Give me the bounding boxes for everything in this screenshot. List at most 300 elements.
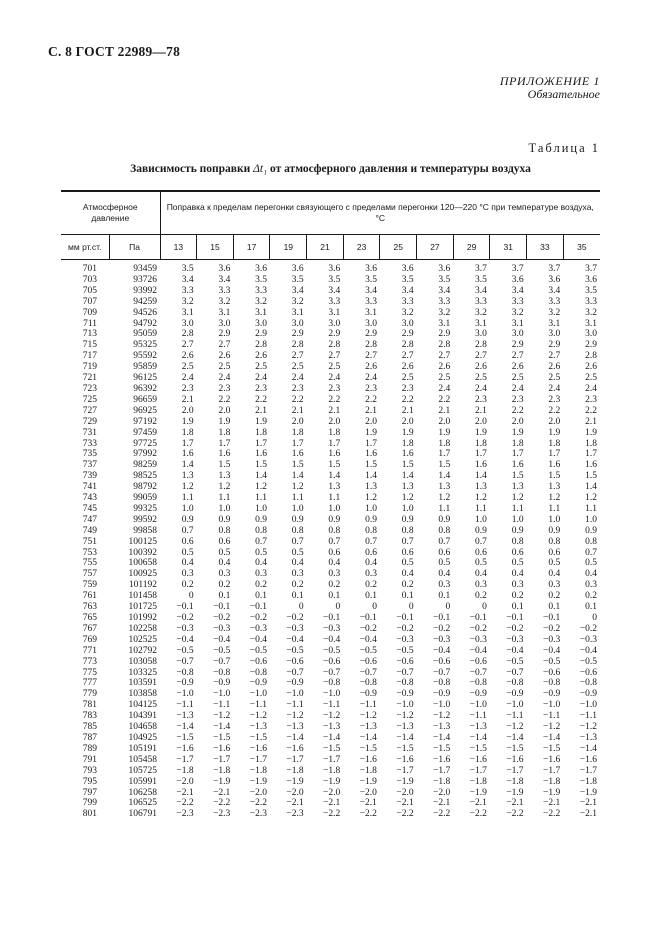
- pressure-mm-cell: 709: [82, 307, 97, 318]
- correction-cell: −1.2: [359, 711, 377, 722]
- correction-cell: 3.3: [548, 296, 561, 307]
- correction-cell: 1.2: [475, 493, 487, 504]
- correction-cell: −2.1: [579, 809, 597, 820]
- correction-cell: 2.0: [548, 416, 561, 427]
- correction-cell: 2.3: [181, 383, 194, 394]
- correction-cell: 2.3: [255, 383, 267, 394]
- correction-cell: 1.5: [548, 471, 561, 482]
- correction-cell: −0.7: [469, 667, 487, 678]
- correction-cell: 2.3: [548, 394, 561, 405]
- correction-cell: 1.1: [548, 503, 561, 514]
- pressure-mm-cell: 707: [82, 296, 97, 307]
- correction-cell: 0.9: [328, 514, 341, 525]
- pressure-mm-cell: 761: [82, 591, 97, 602]
- correction-cell: 3.1: [255, 307, 267, 318]
- correction-cell: 0.5: [585, 558, 597, 569]
- correction-cell: 3.4: [511, 285, 524, 296]
- correction-cell: −1.8: [579, 776, 597, 787]
- correction-cell: −1.3: [396, 722, 414, 733]
- correction-cell: 0.3: [291, 569, 304, 580]
- correction-cell: 2.2: [511, 405, 524, 416]
- correction-cell: 0.9: [255, 514, 267, 525]
- pressure-pa-cell: 98259: [133, 460, 157, 471]
- table-row: [61, 260, 600, 275]
- pressure-pa-cell: 103591: [128, 678, 157, 689]
- correction-cell: −2.1: [286, 798, 304, 809]
- correction-cell: 3.1: [511, 318, 524, 329]
- correction-cell: −0.5: [176, 645, 194, 656]
- correction-cell: 1.0: [291, 503, 304, 514]
- correction-cell: −0.1: [213, 602, 231, 613]
- correction-cell: −1.5: [213, 732, 231, 743]
- correction-cell: −1.8: [213, 765, 231, 776]
- table-row: [61, 286, 600, 297]
- correction-cell: 3.4: [328, 285, 341, 296]
- correction-cell: −1.9: [323, 776, 341, 787]
- correction-cell: −1.6: [359, 754, 377, 765]
- correction-cell: −0.6: [359, 656, 377, 667]
- correction-cell: 1.3: [511, 482, 524, 493]
- correction-cell: 0.3: [365, 569, 377, 580]
- correction-cell: 1.7: [475, 449, 487, 460]
- correction-cell: 1.4: [401, 471, 414, 482]
- correction-cell: 3.2: [475, 307, 487, 318]
- correction-cell: −1.1: [176, 700, 194, 711]
- pressure-mm-cell: 729: [82, 416, 97, 427]
- correction-cell: 3.0: [401, 318, 414, 329]
- correction-cell: 3.0: [511, 329, 524, 340]
- pressure-mm-cell: 739: [82, 471, 97, 482]
- correction-cell: 0.8: [511, 536, 524, 547]
- correction-cell: 3.7: [548, 264, 561, 274]
- correction-cell: 0.1: [255, 591, 267, 602]
- pressure-pa-cell: 101192: [128, 580, 157, 591]
- correction-cell: 1.6: [181, 449, 194, 460]
- correction-cell: 1.5: [328, 460, 341, 471]
- correction-cell: 3.0: [291, 318, 304, 329]
- correction-cell: 1.7: [585, 449, 597, 460]
- temp-header: 17: [233, 235, 270, 260]
- correction-cell: 3.1: [548, 318, 561, 329]
- correction-cell: 1.0: [365, 503, 377, 514]
- caption-symbol: Δt₁: [253, 163, 268, 175]
- correction-cell: 1.1: [585, 503, 597, 514]
- pressure-mm-cell: 711: [83, 318, 97, 329]
- pressure-mm-cell: 789: [82, 743, 97, 754]
- correction-cell: −1.2: [542, 722, 561, 733]
- correction-cell: 3.6: [585, 274, 597, 285]
- correction-cell: 1.8: [255, 427, 267, 438]
- correction-cell: 2.7: [218, 340, 231, 351]
- correction-cell: −1.4: [506, 732, 524, 743]
- correction-cell: −0.2: [506, 623, 524, 634]
- correction-cell: −0.1: [542, 613, 561, 623]
- correction-cell: −1.5: [176, 732, 194, 743]
- correction-cell: 0.6: [328, 547, 341, 558]
- table-row: [61, 569, 600, 580]
- correction-cell: −0.4: [506, 645, 524, 656]
- correction-cell: 2.4: [511, 383, 524, 394]
- correction-cell: −2.0: [359, 787, 377, 798]
- correction-cell: 2.7: [438, 351, 451, 362]
- correction-cell: −2.1: [506, 798, 524, 809]
- correction-cell: 0.8: [365, 525, 377, 536]
- correction-cell: −1.6: [433, 754, 451, 765]
- page-header: С. 8 ГОСТ 22989—78: [48, 44, 181, 59]
- correction-cell: 3.6: [365, 264, 377, 274]
- correction-cell: −0.1: [176, 602, 194, 613]
- table-row: [61, 733, 600, 744]
- correction-cell: −2.0: [323, 787, 341, 798]
- table-row: [61, 297, 600, 308]
- correction-cell: 2.9: [585, 340, 597, 351]
- correction-cell: 1.9: [218, 416, 231, 427]
- correction-cell: 0.5: [218, 547, 231, 558]
- correction-cell: −2.1: [469, 798, 487, 809]
- pressure-pa-cell: 94792: [133, 318, 157, 329]
- correction-cell: 0.6: [401, 547, 414, 558]
- correction-cell: −1.8: [542, 776, 561, 787]
- correction-cell: 2.4: [365, 373, 377, 384]
- correction-cell: 2.6: [218, 351, 231, 362]
- correction-cell: 3.1: [585, 318, 597, 329]
- correction-cell: 1.8: [475, 438, 487, 449]
- correction-cell: 0.3: [438, 580, 451, 591]
- correction-cell: 3.0: [181, 318, 194, 329]
- pressure-mm-cell: 795: [82, 776, 97, 787]
- correction-cell: −1.2: [286, 711, 304, 722]
- correction-cell: 2.4: [255, 373, 267, 384]
- pressure-pa-cell: 94526: [133, 307, 157, 318]
- pressure-pa-cell: 101458: [128, 591, 157, 602]
- correction-cell: −1.9: [579, 787, 597, 798]
- correction-cell: 3.1: [218, 307, 231, 318]
- table-row: [61, 526, 600, 537]
- correction-cell: 2.8: [401, 340, 414, 351]
- correction-cell: 3.5: [328, 274, 341, 285]
- correction-cell: 2.5: [438, 373, 451, 384]
- table-row: [61, 395, 600, 406]
- correction-cell: 0.3: [181, 569, 194, 580]
- correction-cell: −0.4: [433, 645, 451, 656]
- pressure-mm-cell: 771: [82, 645, 97, 656]
- correction-cell: −0.9: [396, 689, 414, 700]
- pressure-mm-cell: 743: [82, 493, 97, 504]
- correction-cell: 2.1: [585, 416, 597, 427]
- correction-cell: −1.2: [249, 711, 267, 722]
- correction-cell: 3.4: [365, 285, 377, 296]
- pressure-mm-cell: 769: [82, 634, 97, 645]
- correction-cell: 1.5: [438, 460, 451, 471]
- correction-cell: 0.3: [328, 569, 341, 580]
- correction-cell: −1.6: [506, 754, 524, 765]
- correction-cell: 1.7: [438, 449, 451, 460]
- correction-cell: 3.2: [255, 296, 267, 307]
- correction-cell: 1.0: [511, 514, 524, 525]
- correction-cell: 2.0: [181, 405, 194, 416]
- correction-cell: −0.3: [542, 634, 561, 645]
- correction-cell: 0.5: [548, 558, 561, 569]
- pressure-pa-cell: 99059: [133, 493, 157, 504]
- correction-cell: −0.7: [323, 667, 341, 678]
- correction-cell: 0.4: [438, 569, 451, 580]
- pressure-mm-cell: 725: [82, 394, 97, 405]
- table-row: [61, 766, 600, 777]
- correction-cell: 0.7: [401, 536, 414, 547]
- table-row: [61, 373, 600, 384]
- table-row: [61, 493, 600, 504]
- correction-cell: 1.5: [401, 460, 414, 471]
- correction-cell: 2.6: [475, 362, 487, 373]
- correction-cell: −0.9: [286, 678, 304, 689]
- table-row: [61, 308, 600, 319]
- pressure-mm-cell: 783: [82, 711, 97, 722]
- correction-cell: 1.7: [511, 449, 524, 460]
- correction-cell: 1.0: [181, 503, 194, 514]
- correction-cell: 3.4: [475, 285, 487, 296]
- correction-cell: 1.2: [438, 493, 451, 504]
- pressure-pa-cell: 96659: [133, 394, 157, 405]
- correction-cell: −1.6: [579, 754, 597, 765]
- correction-cell: 1.4: [181, 460, 194, 471]
- correction-cell: −1.2: [396, 711, 414, 722]
- correction-cell: −1.6: [176, 743, 194, 754]
- correction-cell: 1.8: [181, 427, 194, 438]
- correction-cell: 1.6: [255, 449, 267, 460]
- pressure-mm-cell: 713: [82, 329, 97, 340]
- correction-cell: −1.1: [249, 700, 267, 711]
- temp-header: 31: [490, 235, 527, 260]
- correction-cell: −0.8: [506, 678, 524, 689]
- correction-cell: 0.9: [511, 525, 524, 536]
- correction-cell: 0.4: [328, 558, 341, 569]
- pressure-mm-cell: 745: [82, 503, 97, 514]
- correction-cell: 1.6: [548, 460, 561, 471]
- correction-cell: 1.8: [218, 427, 231, 438]
- correction-cell: 2.3: [511, 394, 524, 405]
- correction-cell: 2.9: [328, 329, 341, 340]
- correction-cell: 0.2: [365, 580, 377, 591]
- pressure-pa-cell: 105725: [128, 765, 157, 776]
- table-row: [61, 668, 600, 679]
- correction-cell: −2.2: [323, 809, 341, 820]
- pressure-mm-cell: 767: [82, 623, 97, 634]
- temp-header: 25: [380, 235, 417, 260]
- correction-cell: 1.4: [365, 471, 377, 482]
- correction-cell: −0.2: [213, 613, 231, 623]
- correction-cell: −1.8: [359, 765, 377, 776]
- correction-cell: 2.1: [475, 405, 487, 416]
- correction-cell: 1.3: [475, 482, 487, 493]
- correction-cell: −1.8: [249, 765, 267, 776]
- table-row: [61, 515, 600, 526]
- correction-cell: 2.0: [365, 416, 377, 427]
- correction-cell: 0.6: [218, 536, 231, 547]
- pressure-mm-cell: 801: [82, 809, 97, 820]
- table-row: [61, 798, 600, 809]
- correction-cell: 1.8: [548, 438, 561, 449]
- correction-cell: −1.4: [213, 722, 231, 733]
- correction-cell: 3.5: [291, 274, 304, 285]
- correction-cell: −2.3: [176, 809, 194, 820]
- correction-cell: −1.3: [359, 722, 377, 733]
- correction-cell: 1.2: [291, 482, 304, 493]
- correction-cell: 0.4: [255, 558, 267, 569]
- correction-cell: −1.4: [433, 732, 451, 743]
- correction-cell: −1.0: [396, 700, 414, 711]
- correction-cell: 0.6: [475, 547, 487, 558]
- pressure-mm-cell: 727: [82, 405, 97, 416]
- correction-cell: 1.9: [585, 427, 597, 438]
- correction-cell: 0.6: [511, 547, 524, 558]
- correction-cell: −0.5: [579, 656, 597, 667]
- pressure-mm-cell: 741: [82, 482, 97, 493]
- correction-cell: −0.3: [433, 634, 451, 645]
- correction-cell: −0.4: [542, 645, 561, 656]
- correction-cell: 2.7: [548, 351, 561, 362]
- correction-cell: 0: [408, 602, 414, 613]
- correction-cell: −0.3: [579, 634, 597, 645]
- correction-cell: −1.7: [433, 765, 451, 776]
- correction-cell: 0.9: [401, 514, 414, 525]
- correction-cell: −1.0: [579, 700, 597, 711]
- correction-cell: −0.1: [433, 613, 451, 623]
- correction-cell: −1.0: [323, 689, 341, 700]
- correction-cell: 1.3: [365, 482, 377, 493]
- pressure-pa-cell: 95325: [133, 340, 157, 351]
- correction-cell: 0.2: [548, 591, 561, 602]
- pressure-mm-cell: 759: [82, 580, 97, 591]
- correction-cell: 1.2: [585, 493, 597, 504]
- correction-cell: −1.4: [542, 732, 561, 743]
- correction-cell: −1.3: [469, 722, 487, 733]
- table-subheader-row: [61, 235, 600, 260]
- correction-cell: 3.6: [438, 264, 451, 274]
- correction-cell: 1.8: [328, 427, 341, 438]
- correction-cell: −2.1: [213, 787, 231, 798]
- correction-cell: 3.1: [365, 307, 377, 318]
- pressure-pa-cell: 97459: [133, 427, 157, 438]
- correction-cell: 3.2: [181, 296, 194, 307]
- correction-cell: 0.8: [585, 536, 597, 547]
- correction-cell: −0.6: [469, 656, 487, 667]
- correction-cell: 1.6: [475, 460, 487, 471]
- correction-cell: 0.1: [401, 591, 414, 602]
- correction-cell: −0.1: [359, 613, 377, 623]
- correction-cell: −0.5: [542, 656, 561, 667]
- pressure-mm-cell: 701: [82, 264, 97, 274]
- correction-cell: 0.2: [255, 580, 267, 591]
- correction-cell: 0.5: [291, 547, 304, 558]
- correction-cell: −0.1: [249, 602, 267, 613]
- correction-cell: −0.9: [359, 689, 377, 700]
- correction-cell: 2.2: [218, 394, 231, 405]
- correction-cell: −0.3: [506, 634, 524, 645]
- correction-cell: 0.5: [511, 558, 524, 569]
- correction-cell: 0.8: [438, 525, 451, 536]
- pressure-pa-cell: 96925: [133, 405, 157, 416]
- correction-cell: 0.4: [291, 558, 304, 569]
- pressure-mm-cell: 765: [82, 613, 97, 623]
- correction-cell: −1.9: [286, 776, 304, 787]
- correction-cell: −1.7: [249, 754, 267, 765]
- pressure-mm-cell: 753: [82, 547, 97, 558]
- temp-header: 35: [563, 235, 600, 260]
- correction-cell: −0.4: [249, 634, 267, 645]
- correction-cell: −0.2: [396, 623, 414, 634]
- correction-cell: −1.1: [506, 711, 524, 722]
- correction-cell: 0.7: [365, 536, 377, 547]
- correction-cell: −1.8: [286, 765, 304, 776]
- correction-cell: −0.5: [359, 645, 377, 656]
- pressure-mm-cell: 799: [82, 798, 97, 809]
- correction-cell: 0.8: [328, 525, 341, 536]
- correction-cell: 3.2: [548, 307, 561, 318]
- correction-cell: −1.8: [176, 765, 194, 776]
- correction-cell: 2.9: [218, 329, 231, 340]
- correction-cell: 2.7: [401, 351, 414, 362]
- correction-cell: −1.7: [542, 765, 561, 776]
- correction-cell: −0.3: [213, 623, 231, 634]
- correction-cell: 0.7: [328, 536, 341, 547]
- correction-cell: 2.9: [255, 329, 267, 340]
- correction-cell: 1.1: [438, 503, 451, 514]
- correction-cell: 0.8: [218, 525, 231, 536]
- correction-cell: 0.4: [475, 569, 487, 580]
- correction-cell: −0.8: [542, 678, 561, 689]
- correction-cell: −1.5: [469, 743, 487, 754]
- pressure-pa-cell: 99592: [133, 514, 157, 525]
- correction-cell: −2.1: [579, 798, 597, 809]
- correction-cell: 0.9: [291, 514, 304, 525]
- correction-cell: 1.5: [255, 460, 267, 471]
- pressure-pa-cell: 98792: [133, 482, 157, 493]
- correction-cell: −0.7: [396, 667, 414, 678]
- table-row: [61, 460, 600, 471]
- correction-cell: −0.5: [396, 645, 414, 656]
- correction-cell: 3.3: [218, 285, 231, 296]
- correction-cell: 1.4: [475, 471, 487, 482]
- correction-cell: 2.8: [291, 340, 304, 351]
- pressure-pa-cell: 102258: [128, 623, 157, 634]
- correction-cell: 0.7: [181, 525, 194, 536]
- correction-cell: 2.6: [365, 362, 377, 373]
- correction-cell: 2.8: [585, 351, 597, 362]
- correction-cell: 0: [372, 602, 377, 613]
- correction-cell: −1.4: [286, 732, 304, 743]
- correction-cell: 0.3: [585, 580, 597, 591]
- pressure-pa-cell: 93459: [133, 264, 157, 274]
- table-row: [61, 449, 600, 460]
- correction-cell: 0.3: [218, 569, 231, 580]
- temp-header: 21: [307, 235, 344, 260]
- correction-cell: −1.1: [286, 700, 304, 711]
- correction-cell: −0.8: [213, 667, 231, 678]
- correction-cell: 3.2: [511, 307, 524, 318]
- correction-cell: 2.4: [548, 383, 561, 394]
- correction-cell: 1.8: [511, 438, 524, 449]
- correction-cell: −1.1: [323, 700, 341, 711]
- table-row: [61, 657, 600, 668]
- correction-cell: 1.6: [585, 460, 597, 471]
- correction-cell: 2.4: [181, 373, 194, 384]
- correction-cell: −2.1: [433, 798, 451, 809]
- correction-cell: 1.1: [255, 493, 267, 504]
- correction-cell: 2.5: [585, 373, 597, 384]
- pressure-mm-cell: 773: [82, 656, 97, 667]
- correction-cell: −2.2: [506, 809, 524, 820]
- correction-cell: 1.2: [181, 482, 194, 493]
